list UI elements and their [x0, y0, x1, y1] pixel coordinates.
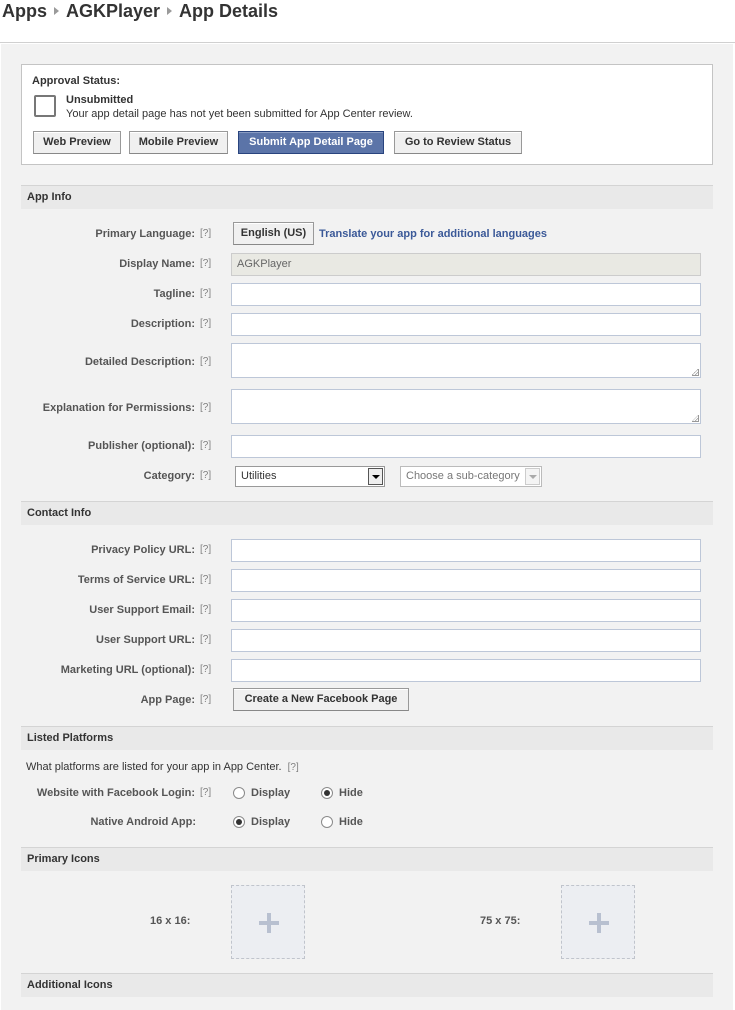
app-page-label: App Page: — [140, 694, 195, 706]
description-help[interactable]: [?] — [200, 318, 212, 329]
chevron-down-icon — [368, 468, 383, 485]
small-icon-upload[interactable] — [231, 885, 305, 959]
breadcrumb-arrow-icon — [54, 7, 59, 15]
mobile-preview-button[interactable]: Mobile Preview — [129, 131, 228, 154]
android-hide-label: Hide — [339, 816, 363, 828]
website-login-label: Website with Facebook Login: — [36, 787, 195, 799]
privacy-url-label: Privacy Policy URL: — [91, 544, 195, 556]
privacy-url-help[interactable]: [?] — [200, 544, 212, 555]
tos-url-label: Terms of Service URL: — [77, 574, 195, 586]
detailed-description-label: Detailed Description: — [84, 356, 195, 368]
detailed-description-help[interactable]: [?] — [200, 356, 212, 367]
category-label: Category: — [143, 470, 195, 482]
go-to-review-status-button[interactable]: Go to Review Status — [394, 131, 522, 154]
publisher-help[interactable]: [?] — [200, 440, 212, 451]
listed-platforms-intro-text: What platforms are listed for your app in App Center. — [26, 761, 282, 773]
approval-status: Unsubmitted — [66, 94, 134, 106]
privacy-url-input[interactable] — [231, 539, 701, 562]
large-icon-upload[interactable] — [561, 885, 635, 959]
description-label: Description: — [130, 318, 195, 330]
permissions-label: Explanation for Permissions: — [42, 402, 195, 414]
display-name-help[interactable]: [?] — [200, 258, 212, 269]
breadcrumb-arrow-icon — [167, 7, 172, 15]
display-name-label: Display Name: — [119, 258, 195, 270]
website-login-help[interactable]: [?] — [200, 787, 212, 798]
app-page-help[interactable]: [?] — [200, 694, 212, 705]
breadcrumb-app[interactable]: AGKPlayer — [66, 1, 161, 21]
app-info-header: App Info — [21, 185, 713, 209]
permissions-help[interactable]: [?] — [200, 402, 212, 413]
top-bar — [0, 0, 735, 43]
plus-icon — [597, 913, 601, 933]
web-preview-button[interactable]: Web Preview — [33, 131, 121, 154]
tos-url-help[interactable]: [?] — [200, 574, 212, 585]
website-display-radio[interactable] — [233, 787, 245, 799]
marketing-url-input[interactable] — [231, 659, 701, 682]
additional-icons-header: Additional Icons — [21, 973, 713, 997]
submit-app-detail-button[interactable]: Submit App Detail Page — [238, 131, 384, 154]
breadcrumb-apps[interactable]: Apps — [2, 1, 47, 21]
support-email-help[interactable]: [?] — [200, 604, 212, 615]
website-hide-radio[interactable] — [321, 787, 333, 799]
chevron-down-icon — [525, 468, 540, 485]
approval-heading: Approval Status: — [32, 75, 121, 87]
support-email-label: User Support Email: — [89, 604, 195, 616]
small-icon-label: 16 x 16: — [150, 915, 191, 927]
support-url-label: User Support URL: — [96, 634, 195, 646]
display-name-field[interactable]: AGKPlayer — [231, 253, 701, 276]
marketing-url-help[interactable]: [?] — [200, 664, 212, 675]
support-url-help[interactable]: [?] — [200, 634, 212, 645]
detailed-description-textarea[interactable] — [231, 343, 701, 378]
create-facebook-page-button[interactable]: Create a New Facebook Page — [233, 688, 409, 711]
website-hide-label: Hide — [339, 787, 363, 799]
unsubmitted-status-icon — [34, 95, 56, 117]
permissions-textarea[interactable] — [231, 389, 701, 424]
category-select[interactable] — [235, 466, 385, 487]
translate-app-link[interactable]: Translate your app for additional languages — [319, 228, 547, 240]
tagline-help[interactable]: [?] — [200, 288, 212, 299]
large-icon-label: 75 x 75: — [480, 915, 521, 927]
approval-description: Your app detail page has not yet been submitted for App Center review. — [66, 108, 413, 120]
approval-status-box — [21, 64, 713, 165]
android-app-label: Native Android App: — [90, 816, 196, 828]
support-url-input[interactable] — [231, 629, 701, 652]
tos-url-input[interactable] — [231, 569, 701, 592]
category-selected: Utilities — [241, 470, 277, 482]
subcategory-placeholder: Choose a sub-category — [406, 470, 520, 482]
listed-platforms-header: Listed Platforms — [21, 726, 713, 750]
primary-icons-header: Primary Icons — [21, 847, 713, 871]
marketing-url-label: Marketing URL (optional): — [60, 664, 195, 676]
publisher-input[interactable] — [231, 435, 701, 458]
page-title: App Details — [179, 1, 279, 21]
primary-language-help[interactable]: [?] — [200, 228, 212, 239]
android-display-radio[interactable] — [233, 816, 245, 828]
website-display-label: Display — [251, 787, 291, 799]
android-hide-radio[interactable] — [321, 816, 333, 828]
plus-icon — [267, 913, 271, 933]
description-input[interactable] — [231, 313, 701, 336]
breadcrumb — [2, 1, 278, 22]
contact-info-header: Contact Info — [21, 501, 713, 525]
publisher-label: Publisher (optional): — [88, 440, 195, 452]
category-help[interactable]: [?] — [200, 470, 212, 481]
listed-platforms-help[interactable]: [?] — [287, 762, 299, 773]
tagline-input[interactable] — [231, 283, 701, 306]
tagline-label: Tagline: — [153, 288, 195, 300]
primary-language-button[interactable]: English (US) — [233, 222, 314, 245]
primary-language-label: Primary Language: — [95, 228, 195, 240]
subcategory-select[interactable] — [400, 466, 542, 487]
android-display-label: Display — [251, 816, 291, 828]
listed-platforms-intro — [26, 761, 299, 773]
support-email-input[interactable] — [231, 599, 701, 622]
